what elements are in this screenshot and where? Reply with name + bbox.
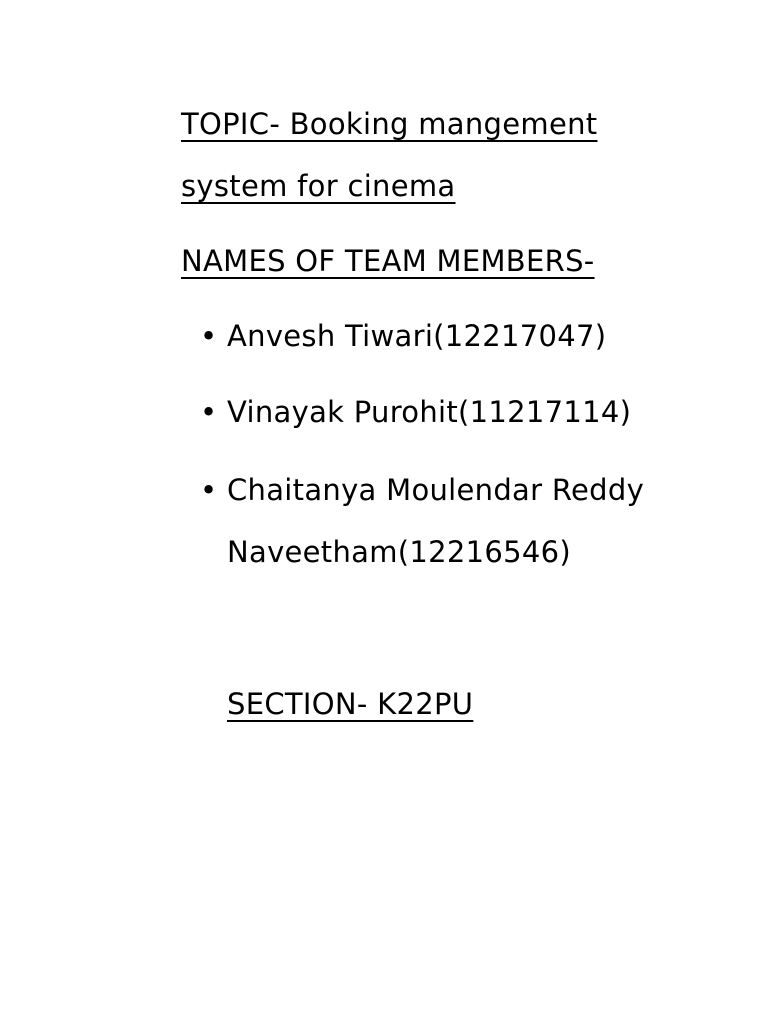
bullet-icon: • [200,395,218,429]
member-name: Vinayak Purohit(11217114) [227,395,632,429]
member-name-continuation: Naveetham(12216546) [227,535,572,569]
member-name: Anvesh Tiwari(12217047) [227,319,607,353]
topic-title-line-1: TOPIC- Booking mangement [181,107,598,141]
section-label: SECTION- K22PU [227,687,474,721]
bullet-icon: • [200,473,218,507]
member-name: Chaitanya Moulendar Reddy [227,473,645,507]
team-members-heading: NAMES OF TEAM MEMBERS- [181,244,595,278]
topic-title-line-2: system for cinema [181,169,456,203]
bullet-icon: • [200,319,218,353]
